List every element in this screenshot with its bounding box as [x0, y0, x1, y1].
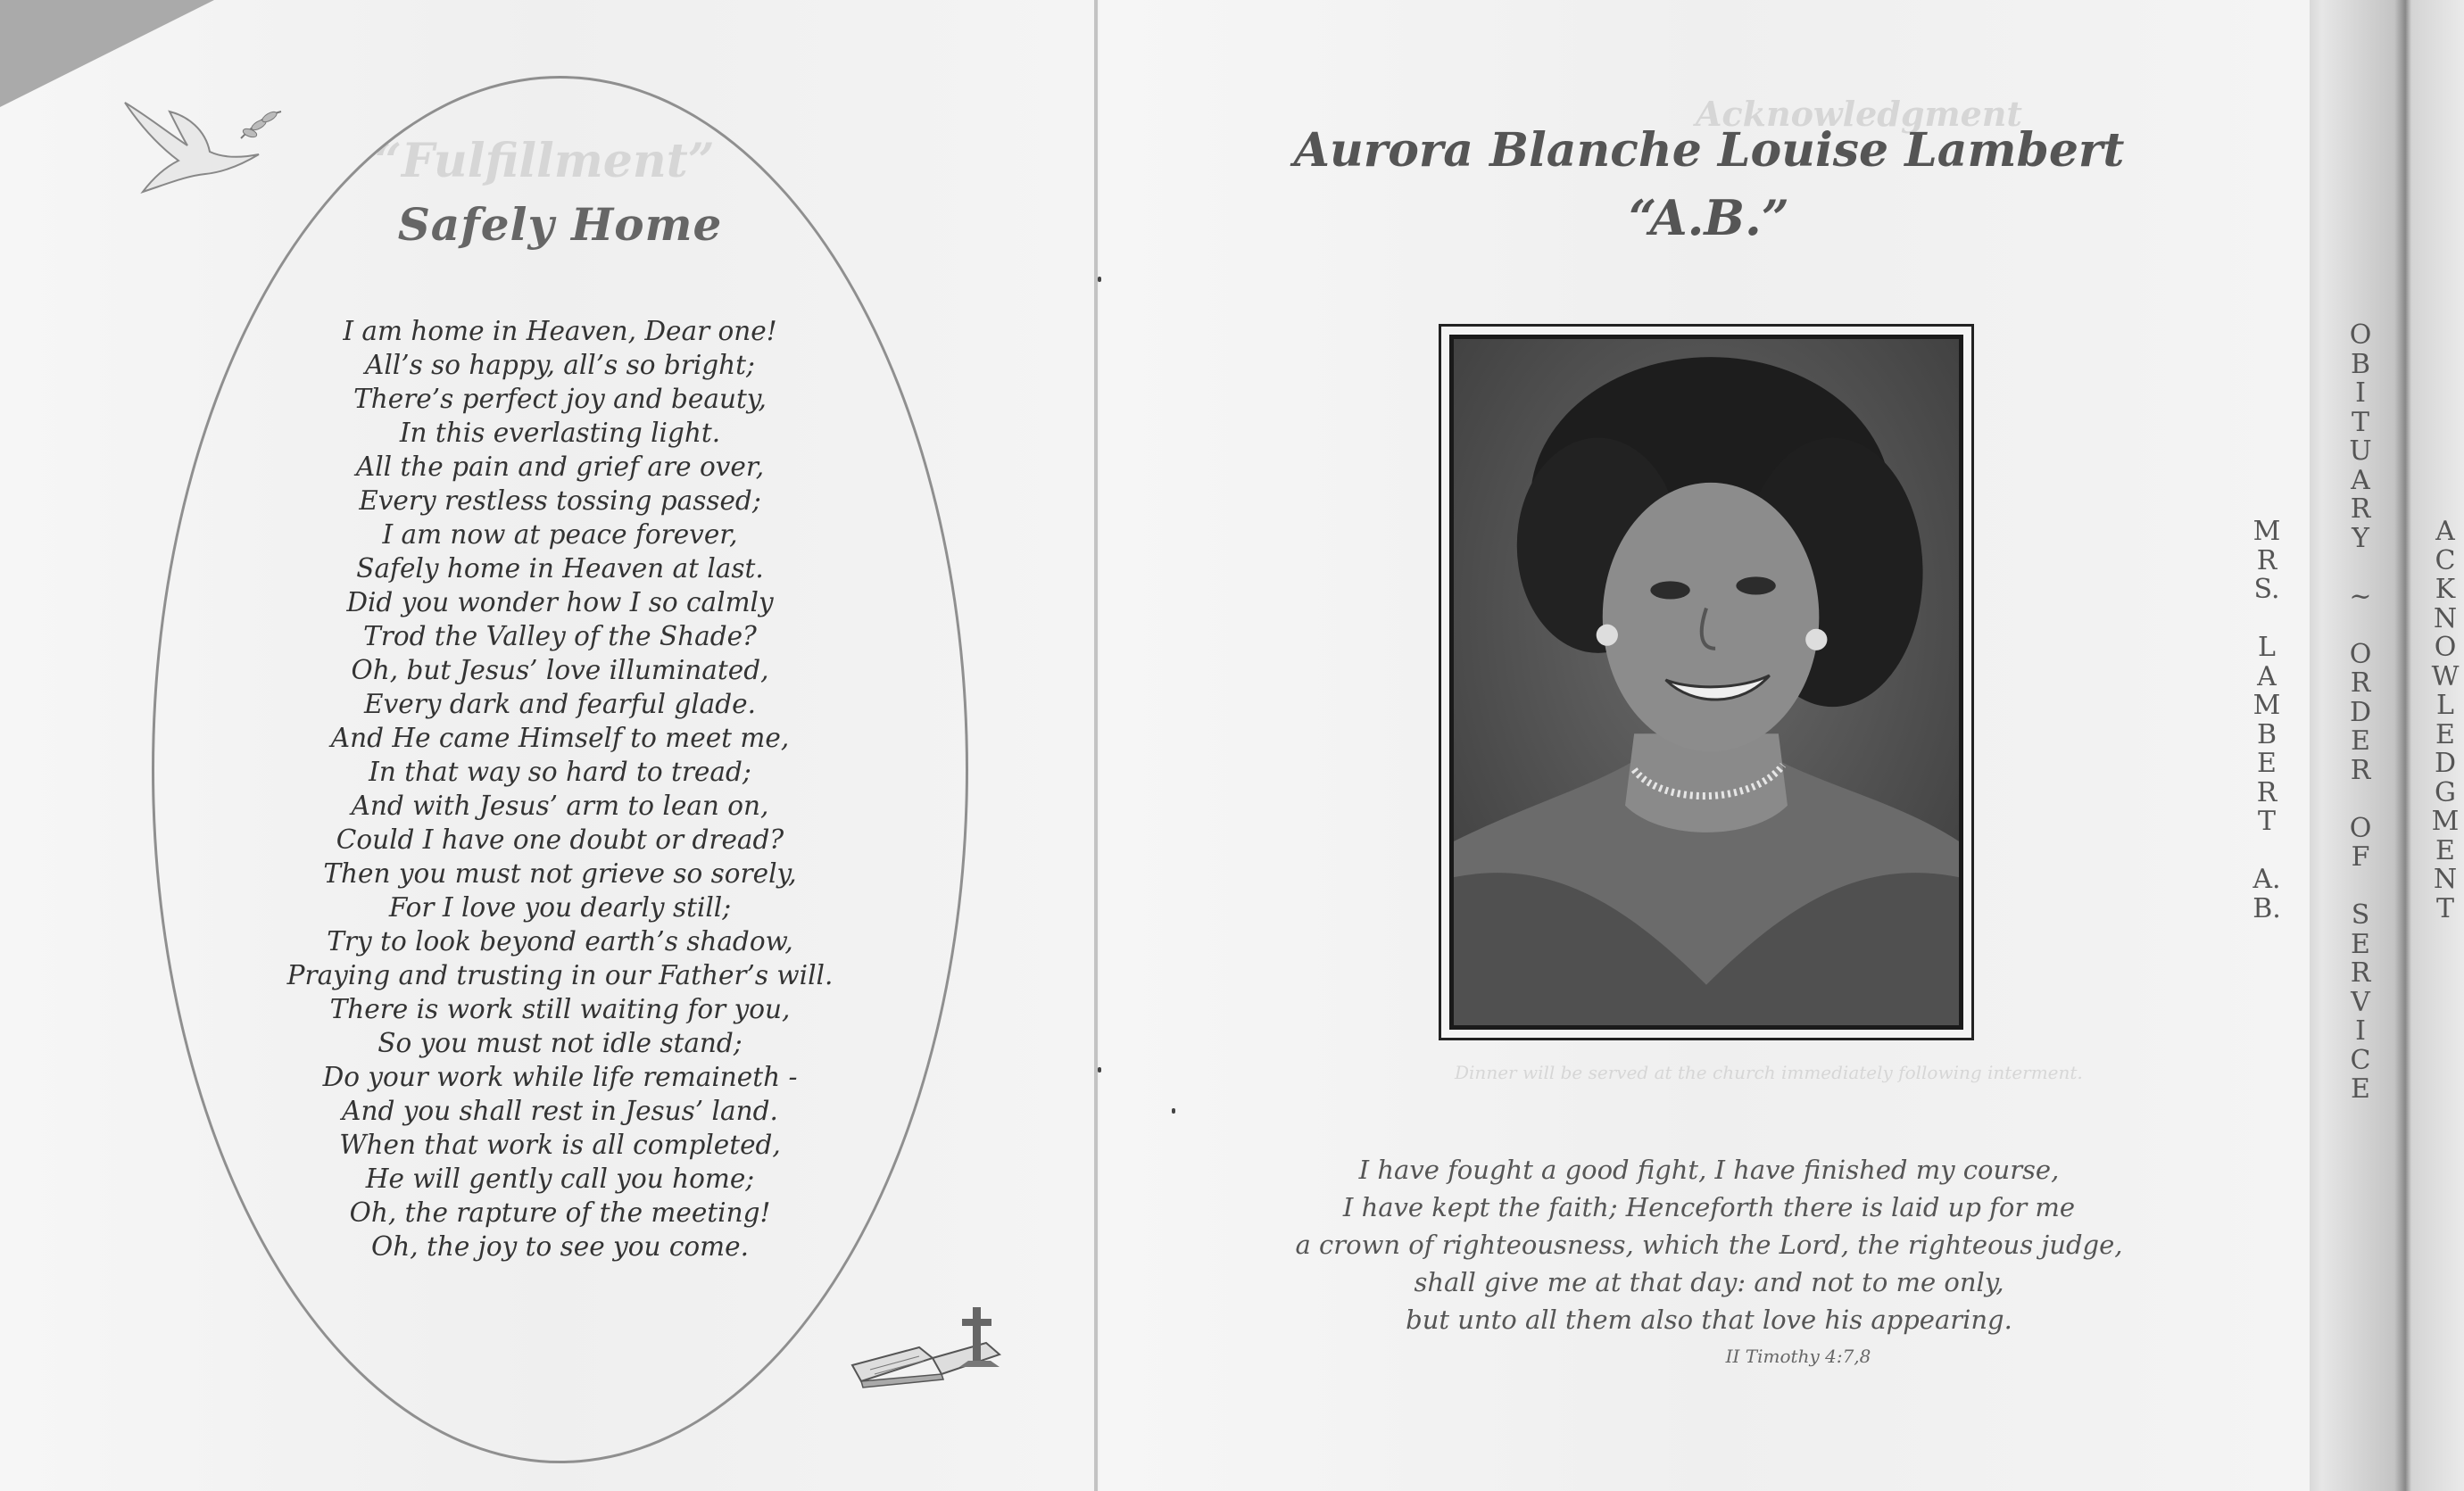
verse-line: I have fought a good fight, I have finished my course,: [1358, 1155, 2060, 1185]
verse-line: but unto all them also that love his appearing.: [1406, 1305, 2012, 1335]
spine-letter: O: [2349, 812, 2372, 844]
spine-letter: T: [2351, 406, 2369, 438]
bleed-through-heading-left: “Fulfillment”: [375, 134, 715, 188]
poem-line: I am home in Heaven, Dear one!: [343, 316, 777, 346]
spine-letter: D: [2434, 748, 2457, 779]
spine-obituary-column: [2343, 321, 2378, 1105]
spine-letter: U: [2349, 435, 2372, 467]
poem-body: [152, 314, 968, 1263]
bleed-through-heading-right: Acknowledgment: [1696, 94, 2022, 134]
spine-letter: O: [2434, 632, 2457, 663]
spine-letter: A.: [2252, 864, 2281, 895]
spine-letter: T: [2435, 892, 2454, 924]
spine-letter: M: [2252, 690, 2281, 721]
nickname: “A.B.”: [1629, 189, 1789, 246]
spine-letter: ~: [2349, 580, 2372, 612]
spine-letter: B.: [2252, 892, 2281, 924]
spine-letter: S.: [2253, 574, 2280, 605]
portrait-frame: [1439, 324, 1974, 1040]
spine-letter: [2249, 605, 2285, 634]
spine-letter: I: [2355, 1015, 2366, 1047]
poem-line: And He came Himself to meet me,: [330, 723, 790, 753]
poem-line: And with Jesus’ arm to lean on,: [351, 791, 769, 821]
spine-letter: V: [2351, 986, 2370, 1018]
open-bible-cross-icon: [834, 1303, 1031, 1404]
spine-letter: A: [2435, 516, 2455, 547]
spine-letter: L: [2436, 690, 2454, 721]
spine-letter: [2249, 837, 2285, 866]
deceased-name: Aurora Blanche Louise Lambert: [1293, 123, 2125, 178]
poem-line: Do your work while life remaineth -: [322, 1062, 798, 1092]
spine-letter: R: [2256, 776, 2277, 808]
spine-letter: E: [2351, 725, 2370, 757]
dove-icon: [107, 76, 286, 213]
poem-line: He will gently call you home;: [365, 1164, 755, 1194]
speck: [1172, 1108, 1175, 1114]
poem-line: Oh, but Jesus’ love illuminated,: [351, 655, 769, 685]
poem-line: Every restless tossing passed;: [359, 485, 761, 516]
spine-letter: M: [2431, 806, 2460, 837]
verse-line: I have kept the faith; Henceforth there is laid up for me: [1342, 1192, 2076, 1222]
verse-line: shall give me at that day: and not to me only,: [1414, 1267, 2004, 1297]
poem-line: And you shall rest in Jesus’ land.: [342, 1096, 778, 1126]
spine-letter: E: [2435, 718, 2455, 750]
spine-letter: D: [2349, 696, 2372, 728]
spine-letter: C: [2350, 1044, 2371, 1076]
poem-line: Oh, the rapture of the meeting!: [349, 1197, 771, 1228]
poem-line: I am now at peace forever,: [382, 519, 738, 550]
poem-title: Safely Home: [397, 198, 723, 251]
spine-letter: W: [2431, 660, 2460, 692]
spine-letter: A: [2257, 660, 2277, 692]
spine-letter: [2343, 553, 2378, 583]
poem-line: Did you wonder how I so calmly: [346, 587, 774, 617]
spine-letter: R: [2350, 667, 2371, 699]
spine-letter: R: [2350, 754, 2371, 786]
poem-line: There is work still waiting for you,: [329, 994, 791, 1024]
spine-letter: A: [2351, 464, 2370, 496]
spine-letter: R: [2350, 957, 2371, 989]
center-fold: [1094, 0, 1098, 1491]
poem-line: Then you must not grieve so sorely,: [323, 858, 797, 889]
spine-letter: E: [2351, 1073, 2370, 1105]
spine-letter: O: [2349, 638, 2372, 670]
spine-letter: [2343, 785, 2378, 815]
spine-letter: L: [2258, 632, 2276, 663]
bleed-through-line-right: Dinner will be served at the church immediately following interment.: [1455, 1062, 2083, 1083]
poem-line: So you must not idle stand;: [377, 1028, 743, 1058]
poem-line: Trod the Valley of the Shade?: [363, 621, 757, 651]
spine-letter: E: [2257, 748, 2277, 779]
poem-line: When that work is all completed,: [339, 1130, 781, 1160]
poem-line: In that way so hard to tread;: [369, 757, 751, 787]
spine-letter: G: [2435, 776, 2456, 808]
spine-letter: E: [2435, 834, 2455, 866]
spine-name-column: [2249, 518, 2285, 924]
poem-line: For I love you dearly still;: [388, 892, 732, 923]
spine-letter: E: [2351, 928, 2370, 960]
speck: [1098, 277, 1101, 282]
poem-line: All’s so happy, all’s so bright;: [365, 350, 755, 380]
verse-line: a crown of righteousness, which the Lord, the righteous judge,: [1295, 1230, 2123, 1260]
poem-line: There’s perfect joy and beauty,: [353, 384, 767, 414]
spine-acknowledgment-column: [2427, 518, 2463, 924]
poem-line: Oh, the joy to see you come.: [371, 1231, 749, 1262]
spine-letter: F: [2351, 841, 2370, 873]
speck: [1098, 1067, 1101, 1073]
spine-letter: N: [2433, 602, 2458, 634]
poem-line: In this everlasting light.: [399, 418, 721, 448]
poem-line: Every dark and fearful glade.: [364, 689, 756, 719]
spine-letter: N: [2433, 864, 2458, 895]
spine-letter: Y: [2352, 522, 2369, 554]
portrait-photo: [1449, 335, 1963, 1030]
spine-letter: S: [2351, 899, 2370, 931]
spine-letter: B: [2350, 348, 2371, 380]
spine-letter: M: [2252, 516, 2281, 547]
poem-line: Safely home in Heaven at last.: [356, 553, 764, 584]
spine-letter: R: [2350, 493, 2371, 525]
scripture-verse: [1099, 1151, 2319, 1338]
poem-line: All the pain and grief are over,: [355, 451, 765, 482]
poem-line: Praying and trusting in our Father’s will.: [286, 960, 834, 990]
spine-letter: O: [2349, 319, 2372, 351]
spine-letter: T: [2257, 806, 2276, 837]
spine-letter: [2343, 611, 2378, 641]
verse-reference: II Timothy 4:7,8: [1725, 1346, 1871, 1367]
spine-letter: I: [2355, 377, 2366, 409]
spine-letter: K: [2435, 574, 2456, 605]
spine-letter: C: [2435, 544, 2456, 576]
poem-line: Try to look beyond earth’s shadow,: [327, 926, 793, 957]
spine-letter: [2343, 873, 2378, 902]
poem-line: Could I have one doubt or dread?: [336, 824, 784, 855]
spine-letter: B: [2256, 718, 2277, 750]
spine-letter: R: [2256, 544, 2277, 576]
